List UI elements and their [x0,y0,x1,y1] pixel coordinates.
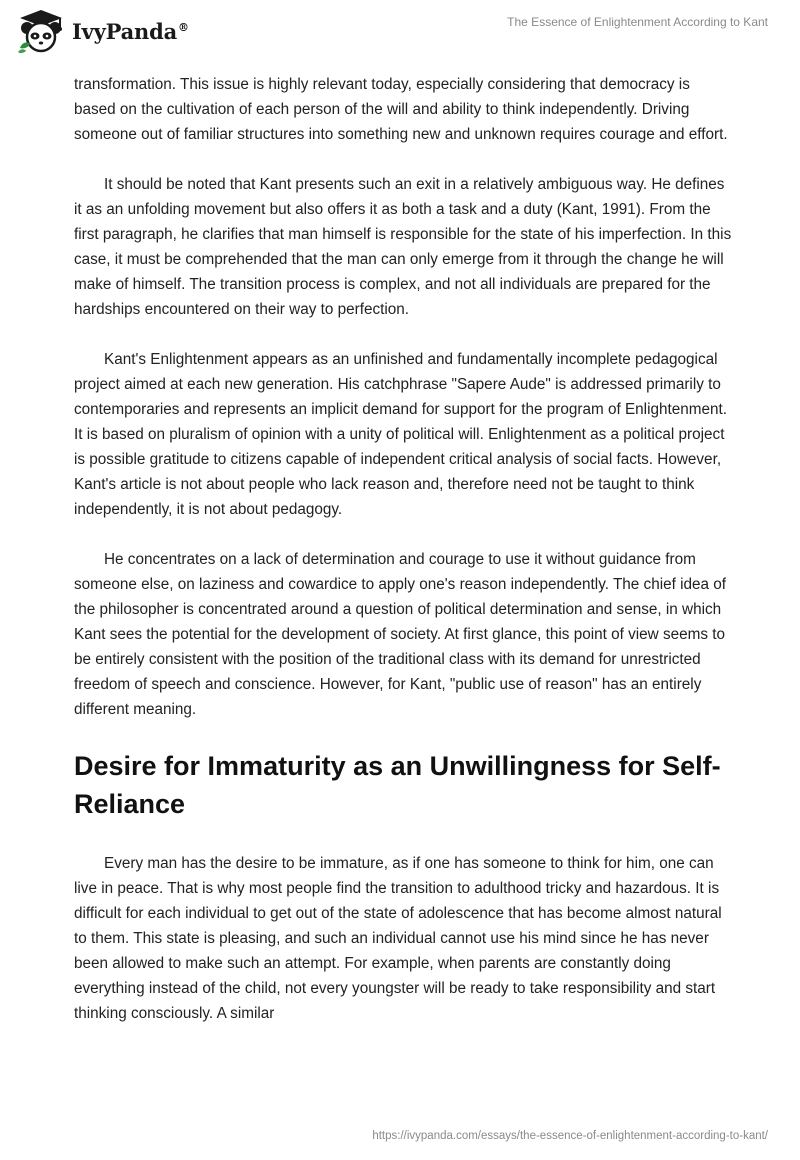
article-paragraph: It should be noted that Kant presents such an exit in a relatively ambiguous way. He defines it as an unfolding movement but also offers it as both a task and a duty (Kant, 1991). From the first paragraph, he clarifies that man himself is responsible for the state of his imperfection. In this case, it must be comprehended that the man can only emerge from it through the change he will make of himself. The transition process is complex, and not all individuals are prepared for the hardships encountered on their way to perfection. [74,176,732,318]
source-url[interactable]: https://ivypanda.com/essays/the-essence-of-enlightenment-according-to-kant/ [372,1130,768,1142]
ivypanda-logo[interactable] [16,8,189,54]
registered-mark: ® [178,20,189,34]
article-paragraph: Kant's Enlightenment appears as an unfinished and fundamentally incomplete pedagogical project aimed at each new generation. His catchphrase "Sapere Aude" is addressed primarily to contemporaries and represents an implicit demand for support for the program of Enlightenment. It is based on pluralism of opinion with a unity of political will. Enlightenment as a political project is possible gratitude to citizens capable of independent critical analysis of social facts. However, Kant's article is not about people who lack reason and, therefore need not be taught to think independently, it is not about pedagogy. [74,351,728,518]
article-paragraph: transformation. This issue is highly relevant today, especially considering that democracy is based on the cultivation of each person of the will and ability to think independently. Driving someone out of familiar structures into something new and unknown requires courage and effort. [74,76,728,143]
article-body [74,72,734,1051]
panda-mascot-icon [16,8,66,54]
article-paragraph: Every man has the desire to be immature, as if one has someone to think for him, one can live in peace. That is why most people find the transition to adulthood tricky and hazardous. It is difficult for each individual to get out of the state of adolescence that has become almost natural to them. This state is pleasing, and such an individual cannot use his mind since he has never been allowed to make such an attempt. For example, when parents are constantly doing everything instead of the child, not every youngster will be ready to take responsibility and start thinking consciously. A similar [74,855,722,1022]
brand-name [72,19,189,44]
section-heading: Desire for Immaturity as an Unwillingness for Self-Reliance [74,751,721,819]
essay-title: The Essence of Enlightenment According to Kant [507,15,768,29]
brand-text: IvyPanda [72,18,178,44]
page-header [0,0,800,72]
article-paragraph: He concentrates on a lack of determination and courage to use it without guidance from someone else, on laziness and cowardice to apply one's reason independently. The chief idea of the philosopher is concentrated around a question of political determination and sense, in which Kant sees the potential for the development of society. At first glance, this point of view seems to be entirely consistent with the position of the traditional class with its demand for unrestricted freedom of speech and conscience. However, for Kant, "public use of reason" has an entirely different meaning. [74,551,727,718]
